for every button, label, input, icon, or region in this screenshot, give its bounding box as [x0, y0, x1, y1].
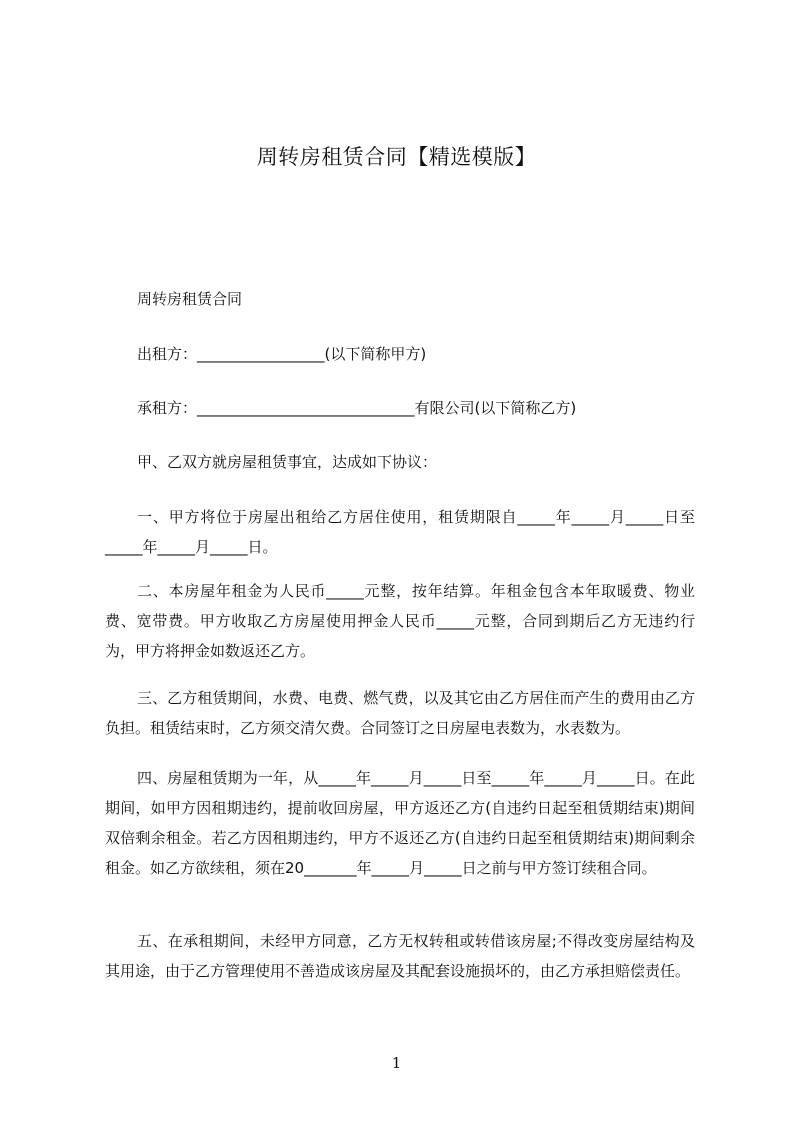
clause-4: 四、房屋租赁期为一年，从_____年_____月_____日至_____年_____月_____日。在此期间，如甲方因租期违约，提前收回房屋，甲方返还乙方(自违约日起至租赁期结束)期间双倍剩余租金。若乙方因租期违约，甲方不返还乙方(自违约日起至租赁期结束)期间剩余租金。如乙方欲续租，须在20_______年_____月_____日之前与甲方签订续租合同。: [105, 769, 695, 877]
page-number: 1: [391, 1054, 402, 1072]
clause-1: 一、甲方将位于房屋出租给乙方居住使用，租赁期限自_____年_____月_____日至_____年_____月_____日。: [105, 508, 695, 556]
lessor-line: 出租方：_________________(以下简称甲方): [137, 345, 427, 363]
clause-2: 二、本房屋年租金为人民币_____元整，按年结算。年租金包含本年取暖费、物业费、宽带费。甲方收取乙方房屋使用押金人民币_____元整，合同到期后乙方无违约行为，甲方将押金如数返还乙方。: [105, 582, 695, 660]
contract-subtitle: 周转房租赁合同: [137, 290, 243, 308]
clause-3: 三、乙方租赁期间，水费、电费、燃气费，以及其它由乙方居住而产生的费用由乙方负担。租赁结束时，乙方须交清欠费。合同签订之日房屋电表数为，水表数为。: [105, 689, 695, 737]
agreement-intro: 甲、乙双方就房屋租赁事宜，达成如下协议：: [137, 453, 438, 471]
lessee-line: 承租方：_____________________________有限公司(以下简称乙方): [137, 399, 577, 417]
document-title: 周转房租赁合同【精选模版】: [256, 145, 537, 169]
clause-5: 五、在承租期间，未经甲方同意，乙方无权转租或转借该房屋;不得改变房屋结构及其用途，由于乙方管理使用不善造成该房屋及其配套设施损坏的，由乙方承担赔偿责任。: [105, 932, 695, 980]
